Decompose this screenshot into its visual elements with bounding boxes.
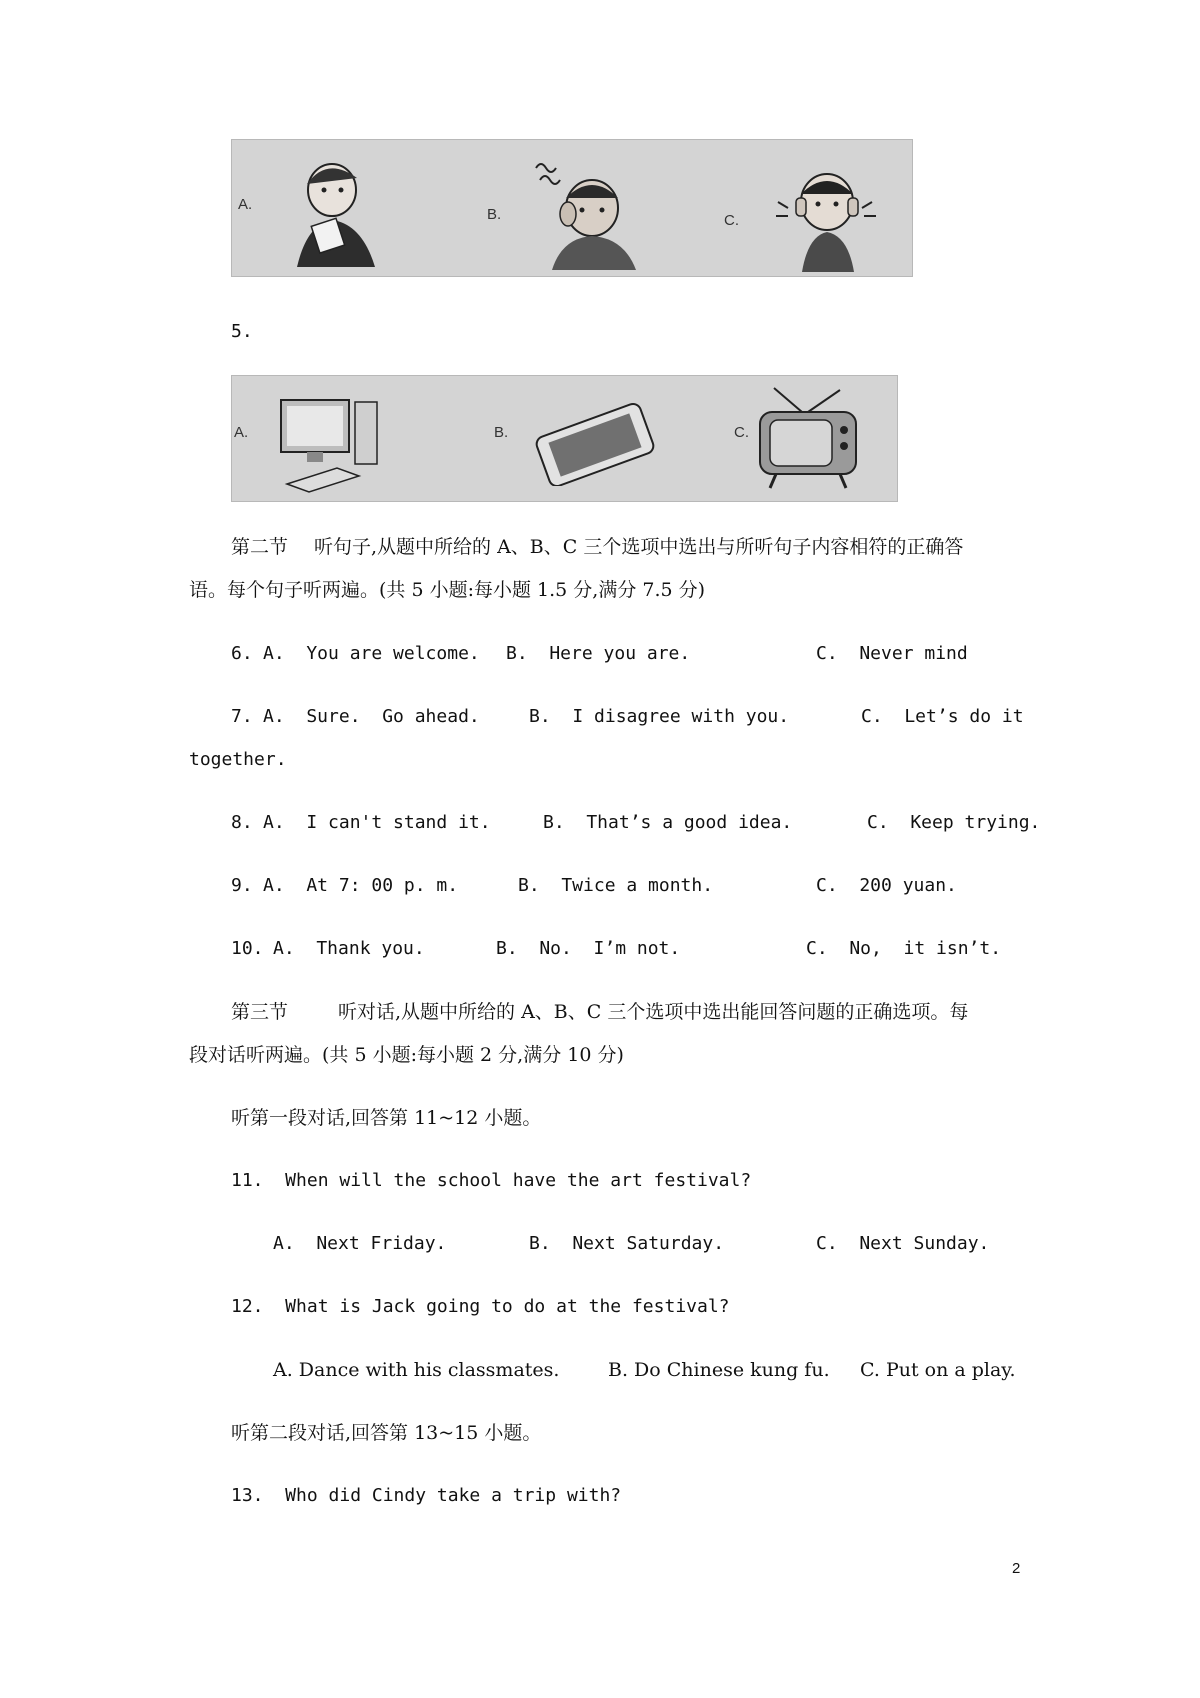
q7-option-c: C. Let’s do it xyxy=(861,706,1024,727)
q12-option-a: A. Dance with his classmates. xyxy=(273,1359,560,1381)
q9-option-b: B. Twice a month. xyxy=(518,875,714,896)
q11-option-a: A. Next Friday. xyxy=(273,1233,447,1254)
q12-question: 12. What is Jack going to do at the festival? xyxy=(231,1296,730,1317)
q4-option-a-label: A. xyxy=(238,196,253,213)
q6-option-c: C. Never mind xyxy=(816,643,968,664)
child-covering-ears-icon xyxy=(772,162,882,272)
section3-heading: 第三节 xyxy=(231,1001,289,1023)
q8-option-b: B. That’s a good idea. xyxy=(543,812,793,833)
q10-number: 10. xyxy=(231,938,264,959)
q7-number: 7. xyxy=(231,706,253,727)
q5-option-c-label: C. xyxy=(734,424,749,441)
dialog2-instruction: 听第二段对话,回答第 13~15 小题。 xyxy=(231,1422,542,1444)
section3-instruction-line1: 听对话,从题中所给的 A、B、C 三个选项中选出能回答问题的正确选项。每 xyxy=(338,1001,969,1023)
q11-option-c: C. Next Sunday. xyxy=(816,1233,990,1254)
q9-number: 9. xyxy=(231,875,253,896)
dialog1-instruction: 听第一段对话,回答第 11~12 小题。 xyxy=(231,1107,542,1129)
section2-instruction-line1: 听句子,从题中所给的 A、B、C 三个选项中选出与所听句子内容相符的正确答 xyxy=(314,536,964,558)
q7-option-b: B. I disagree with you. xyxy=(529,706,790,727)
q5-picture-strip xyxy=(231,375,898,502)
q6-option-b: B. Here you are. xyxy=(506,643,691,664)
q12-option-c: C. Put on a play. xyxy=(860,1359,1016,1381)
q6-option-a: A. You are welcome. xyxy=(263,643,480,664)
q13-question: 13. Who did Cindy take a trip with? xyxy=(231,1485,622,1506)
q4-picture-strip xyxy=(231,139,913,277)
q12-option-b: B. Do Chinese kung fu. xyxy=(608,1359,830,1381)
q4-option-c-label: C. xyxy=(724,212,739,229)
q6-number: 6. xyxy=(231,643,253,664)
section2-heading: 第二节 xyxy=(231,536,289,558)
q8-option-c: C. Keep trying. xyxy=(867,812,1041,833)
section2-instruction-line2: 语。每个句子听两遍。(共 5 小题:每小题 1.5 分,满分 7.5 分) xyxy=(189,579,706,601)
q10-option-b: B. No. I’m not. xyxy=(496,938,681,959)
q8-number: 8. xyxy=(231,812,253,833)
q5-option-b-label: B. xyxy=(494,424,509,441)
q5-option-a-label: A. xyxy=(234,424,249,441)
television-icon xyxy=(752,384,862,494)
section3-instruction-line2: 段对话听两遍。(共 5 小题:每小题 2 分,满分 10 分) xyxy=(189,1044,624,1066)
q4-option-b-label: B. xyxy=(487,206,502,223)
q7-option-c-continued: together. xyxy=(189,749,287,770)
q5-number: 5. xyxy=(231,321,253,342)
q9-option-c: C. 200 yuan. xyxy=(816,875,957,896)
q10-option-c: C. No, it isn’t. xyxy=(806,938,1002,959)
desktop-computer-icon xyxy=(277,394,397,494)
q7-option-a: A. Sure. Go ahead. xyxy=(263,706,480,727)
q11-option-b: B. Next Saturday. xyxy=(529,1233,725,1254)
coughing-person-icon xyxy=(287,152,382,267)
q10-option-a: A. Thank you. xyxy=(273,938,425,959)
headache-person-icon xyxy=(532,158,642,270)
smartphone-icon xyxy=(522,401,672,486)
q11-question: 11. When will the school have the art festival? xyxy=(231,1170,752,1191)
page-number: 2 xyxy=(1012,1560,1021,1577)
q9-option-a: A. At 7: 00 p. m. xyxy=(263,875,459,896)
q8-option-a: A. I can't stand it. xyxy=(263,812,491,833)
